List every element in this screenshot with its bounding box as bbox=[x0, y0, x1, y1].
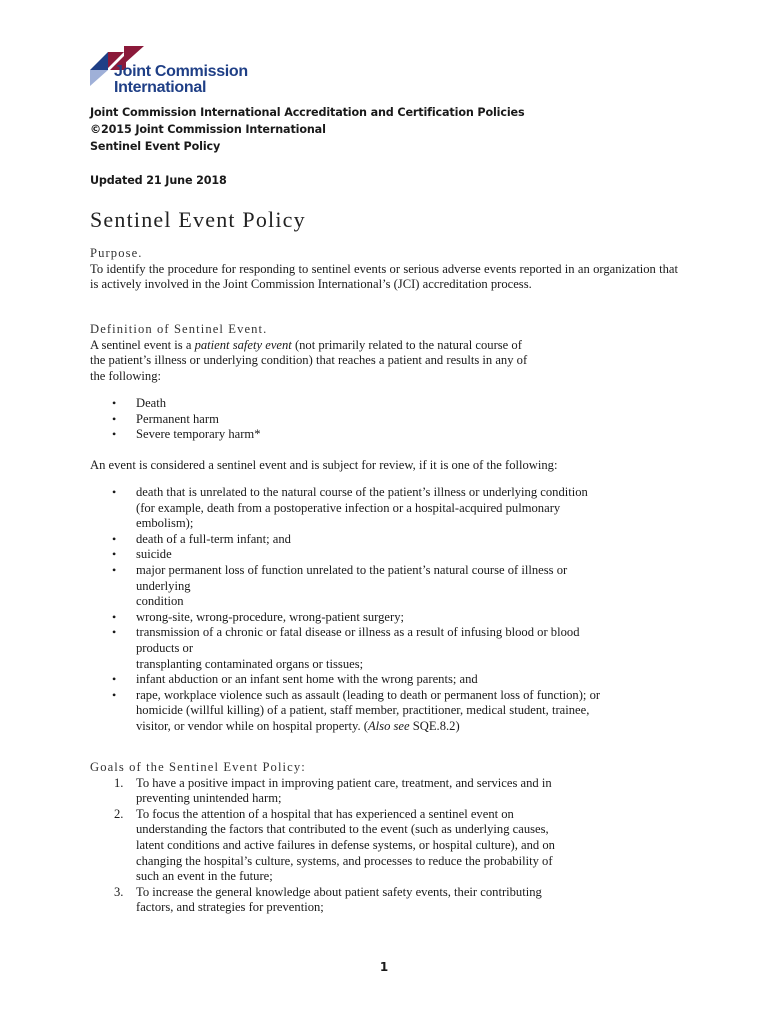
list-item-line: To have a positive impact in improving patient care, treatment, and services and in bbox=[136, 775, 552, 790]
definition-line-2: the patient’s illness or underlying condition) that reaches a patient and results in any of bbox=[90, 353, 528, 368]
list-item-line: • suicide bbox=[136, 547, 172, 562]
purpose-text: To identify the procedure for responding to sentinel events or serious adverse events reported in an organization that is actively involved in the Joint Commission International’s (JCI) accreditation process. bbox=[90, 261, 678, 292]
list-number: 3. bbox=[114, 884, 124, 899]
list-item-line: latent conditions and active failures in defense systems, or hospital culture), and on bbox=[136, 837, 555, 852]
header-line-1: Joint Commission International Accreditation and Certification Policies bbox=[90, 106, 525, 119]
list-item bbox=[90, 625, 678, 672]
logo-line-1: Joint Commission bbox=[114, 63, 248, 80]
list-item-line: embolism); bbox=[136, 516, 194, 531]
definition-heading: Definition of Sentinel Event. bbox=[90, 322, 268, 336]
list-item bbox=[90, 776, 678, 807]
list-item-emphasis: Also see bbox=[367, 718, 410, 733]
list-item-line bbox=[136, 719, 678, 735]
definition-text: A sentinel event is a bbox=[90, 337, 195, 352]
list-item-line: understanding the factors that contributed to the event (such as underlying causes, bbox=[136, 822, 549, 837]
list-number: 2. bbox=[114, 806, 124, 821]
list-item bbox=[90, 532, 678, 548]
list-item bbox=[90, 485, 678, 532]
list-item-line: condition bbox=[136, 594, 184, 609]
list-item bbox=[90, 547, 678, 563]
list-item bbox=[90, 807, 678, 885]
list-number: 1. bbox=[114, 775, 124, 790]
header-line-2: ©2015 Joint Commission International bbox=[90, 123, 326, 136]
list-item-line: • rape, workplace violence such as assault (leading to death or permanent loss of function); or bbox=[136, 687, 601, 702]
goals-list bbox=[90, 776, 678, 916]
list-item-line: (for example, death from a postoperative infection or a hospital-acquired pulmonary bbox=[136, 500, 561, 515]
list-item-line: transplanting contaminated organs or tissues; bbox=[136, 656, 364, 671]
definition-line-1 bbox=[90, 338, 678, 354]
goals-section bbox=[90, 760, 678, 916]
list-item-line: • wrong-site, wrong-procedure, wrong-patient surgery; bbox=[136, 609, 405, 624]
definition-section bbox=[90, 322, 678, 384]
page-number: 1 bbox=[379, 960, 389, 974]
definition-text: (not primarily related to the natural course of bbox=[291, 337, 522, 352]
updated-date: Updated 21 June 2018 bbox=[90, 174, 227, 187]
list-item-line: preventing unintended harm; bbox=[136, 791, 282, 806]
list-item bbox=[90, 672, 678, 688]
purpose-section bbox=[90, 246, 678, 293]
purpose-heading: Purpose. bbox=[90, 246, 143, 260]
list-item-line: factors, and strategies for prevention; bbox=[136, 900, 324, 915]
definition-emphasis: patient safety event bbox=[194, 337, 292, 352]
list-item-line: such an event in the future; bbox=[136, 869, 273, 884]
list-item-line: homicide (willful killing) of a patient, staff member, practitioner, medical student, trainee, bbox=[136, 703, 590, 718]
list-item-text: SQE.8.2) bbox=[409, 718, 460, 733]
list-item-line: • major permanent loss of function unrelated to the patient’s natural course of illness or bbox=[136, 562, 568, 577]
list-item-text: visitor, or vendor while on hospital property. ( bbox=[136, 718, 368, 733]
list-item bbox=[90, 610, 678, 626]
page-title: Sentinel Event Policy bbox=[90, 207, 306, 232]
definition-list bbox=[90, 396, 678, 443]
logo-wordmark bbox=[114, 64, 248, 96]
list-item-line: • death that is unrelated to the natural course of the patient’s illness or underlying condition bbox=[136, 485, 588, 499]
list-item-line: • transmission of a chronic or fatal disease or illness as a result of infusing blood or blood bbox=[136, 625, 580, 640]
list-item bbox=[90, 563, 678, 610]
jci-logo bbox=[90, 46, 280, 98]
considered-intro: An event is considered a sentinel event and is subject for review, if it is one of the following: bbox=[90, 458, 558, 472]
list-item: • Severe temporary harm* bbox=[90, 427, 678, 443]
sentinel-event-list bbox=[90, 485, 678, 735]
document-header bbox=[90, 104, 524, 155]
list-item-line: To focus the attention of a hospital that has experienced a sentinel event on bbox=[136, 806, 514, 821]
list-item: • Permanent harm bbox=[90, 412, 678, 428]
list-item-line: changing the hospital’s culture, systems, and processes to reduce the probability of bbox=[136, 853, 553, 868]
goals-heading: Goals of the Sentinel Event Policy: bbox=[90, 760, 306, 774]
list-item-line: products or bbox=[136, 640, 194, 655]
list-item bbox=[90, 885, 678, 916]
list-item-line: To increase the general knowledge about patient safety events, their contributing bbox=[136, 884, 542, 899]
definition-line-3: the following: bbox=[90, 368, 162, 383]
list-item: • Death bbox=[90, 396, 678, 412]
logo-line-2: International bbox=[114, 79, 207, 96]
list-item-line: • death of a full-term infant; and bbox=[136, 531, 291, 546]
list-item-line: • infant abduction or an infant sent home with the wrong parents; and bbox=[136, 672, 478, 687]
header-line-3: Sentinel Event Policy bbox=[90, 140, 221, 153]
list-item bbox=[90, 688, 678, 735]
list-item-line: underlying bbox=[136, 578, 191, 593]
